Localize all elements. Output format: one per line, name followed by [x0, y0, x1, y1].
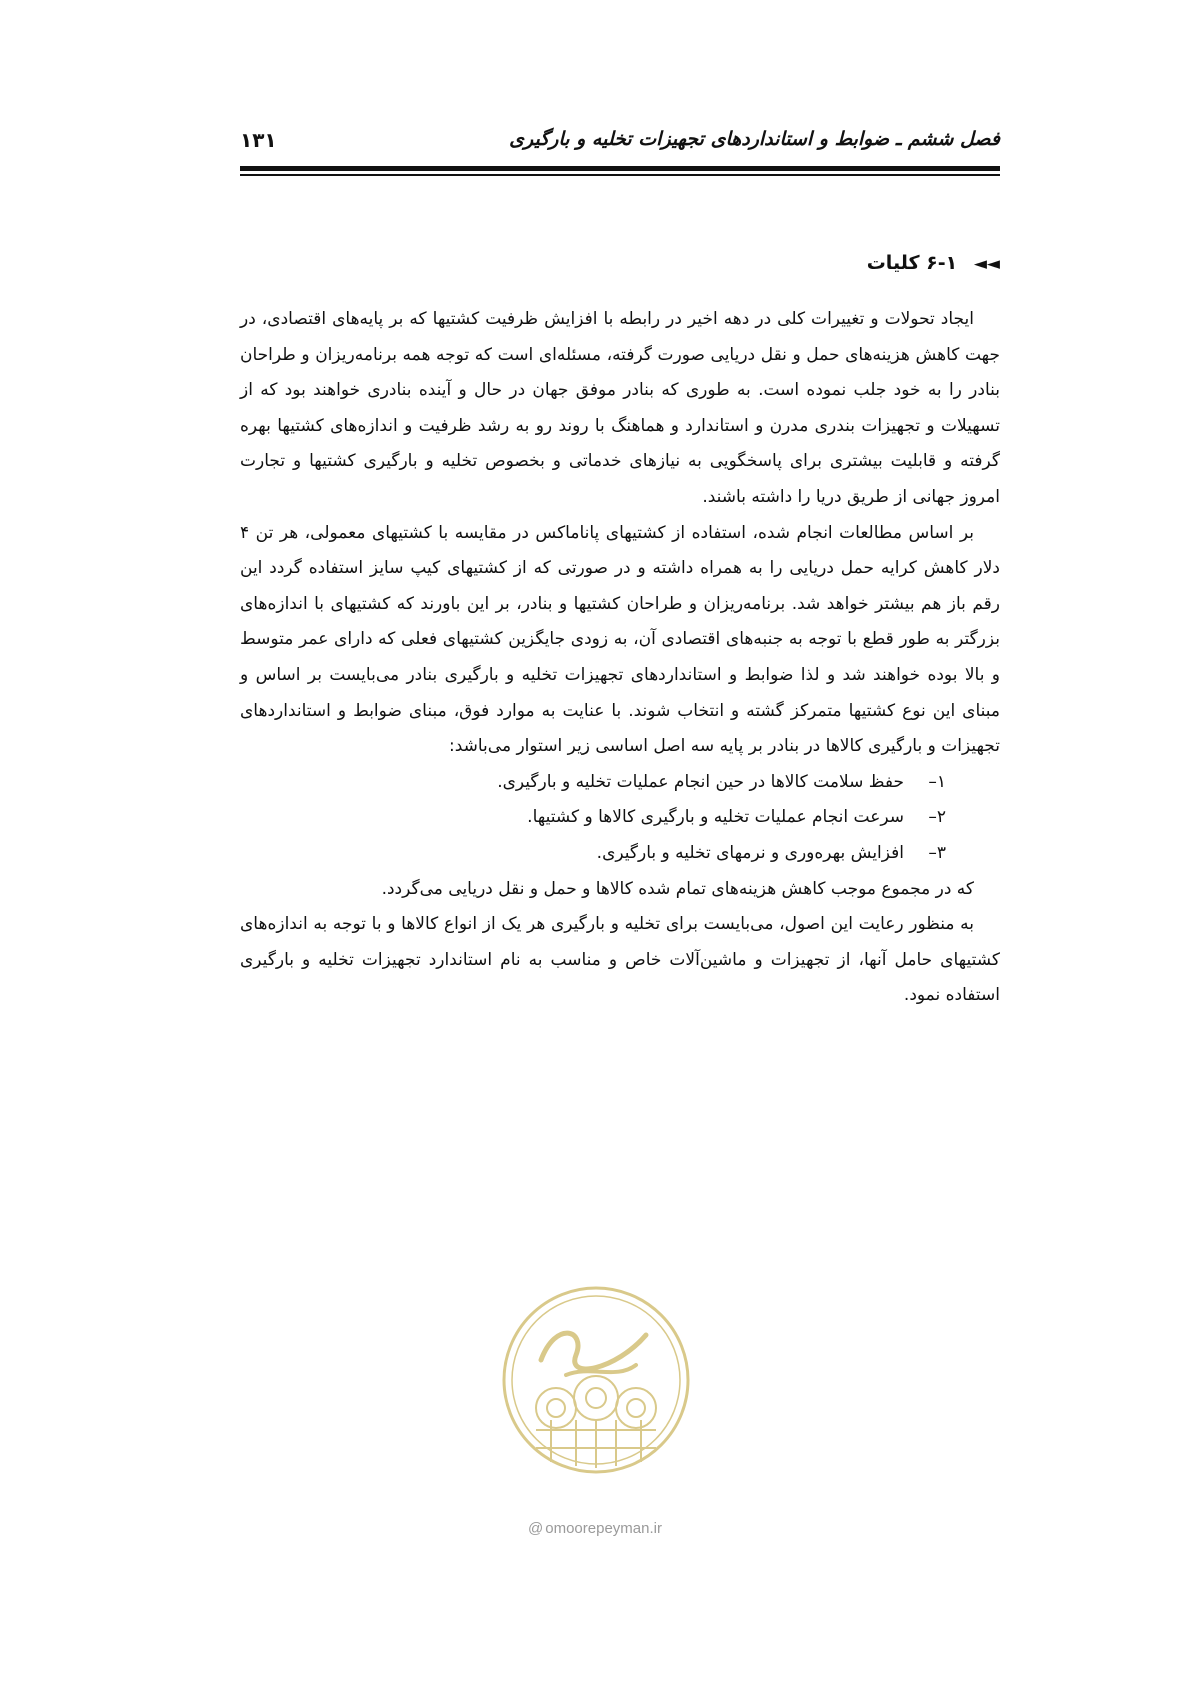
list-item — [240, 800, 1000, 836]
watermark-website — [0, 1520, 1190, 1537]
body-text — [240, 302, 1000, 1014]
chapter-title: فصل ششم ـ ضوابط و استانداردهای تجهیزات تخلیه و بارگیری — [509, 128, 1000, 150]
list-item — [240, 765, 1000, 801]
list-number: ۱– — [928, 771, 946, 792]
double-arrow-icon: ◄◄ — [973, 254, 1000, 274]
header-rule-thick — [240, 166, 1000, 171]
at-sign-icon: @ — [528, 1520, 544, 1537]
section-heading — [867, 252, 1000, 274]
section-title: ۶-۱ کلیات — [866, 252, 958, 274]
list-text: افزایش بهره‌وری و نرمهای تخلیه و بارگیری. — [596, 842, 904, 863]
list-number: ۲– — [928, 807, 946, 828]
list-item — [240, 836, 1000, 872]
paragraph: ایجاد تحولات و تغییرات کلی در دهه اخیر در رابطه با افزایش ظرفیت کشتیها که بر پایه‌های اقتصادی، در جهت کاهش هزینه‌های حمل و نقل دریایی صورت گرفته، مسئله‌ای است که توجه همه برنامه‌ریزان و طراحان بنادر را به خود جلب نموده است. به طوری که بنادر موفق جهان در حال و آینده بنادری خواهند بود که از تسهیلات و تجهیزات بندری مدرن و استاندارد و هماهنگ با روند رو به رشد ظرفیت و اندازه‌های کشتیها بهره گرفته و قابلیت بیشتری برای پاسخگویی به نیازهای خدماتی و بخصوص تخلیه و بارگیری کشتیها و تجارت امروز جهانی از طریق دریا را داشته باشند. — [240, 309, 1000, 507]
page-number: ۱۳۱ — [240, 128, 277, 152]
paragraph: که در مجموع موجب کاهش هزینه‌های تمام شده کالاها و حمل و نقل دریایی می‌گردد. — [381, 878, 974, 899]
running-header — [240, 128, 1000, 164]
principles-list — [240, 765, 1000, 872]
watermark-stamp-logo — [496, 1280, 696, 1480]
paragraph: به منظور رعایت این اصول، می‌بایست برای تخلیه و بارگیری هر یک از انواع کالاها و با توجه به اندازه‌های کشتیهای حامل آنها، از تجهیزات و ماشین‌آلات خاص و مناسب به نام استاندارد تجهیزات تخلیه و بارگیری استفاده نمود. — [240, 914, 1000, 1006]
website-url: omoorepeyman.ir — [545, 1520, 662, 1537]
list-number: ۳– — [928, 842, 946, 863]
paragraph: بر اساس مطالعات انجام شده، استفاده از کشتیهای پاناماکس در مقایسه با کشتیهای معمولی، هر تن ۴ دلار کاهش کرایه حمل دریایی را به همراه داشته و در صورتی که از کشتیهای کیپ سایز استفاده گردد این رقم باز هم بیشتر خواهد شد. برنامه‌ریزان و طراحان کشتیها و بنادر، بر این باورند که کشتیهای با اندازه‌های بزرگتر به طور قطع با توجه به جنبه‌های اقتصادی آن، به زودی جایگزین کشتیهای فعلی که دارای عمر متوسط و بالا بوده خواهند شد و لذا ضوابط و استانداردهای تجهیزات تخلیه و بارگیری بنادر می‌بایست بر اساس و مبنای این نوع کشتیها متمرکز گشته و انتخاب شوند. با عنایت به موارد فوق، مبنای ضوابط و استانداردهای تجهیزات و بارگیری کالاها در بنادر بر پایه سه اصل اساسی زیر استوار می‌باشد: — [240, 522, 1000, 757]
list-text: سرعت انجام عملیات تخلیه و بارگیری کالاها و کشتیها. — [527, 807, 904, 828]
list-text: حفظ سلامت کالاها در حین انجام عملیات تخلیه و بارگیری. — [497, 771, 904, 792]
header-rule-thin — [240, 174, 1000, 176]
